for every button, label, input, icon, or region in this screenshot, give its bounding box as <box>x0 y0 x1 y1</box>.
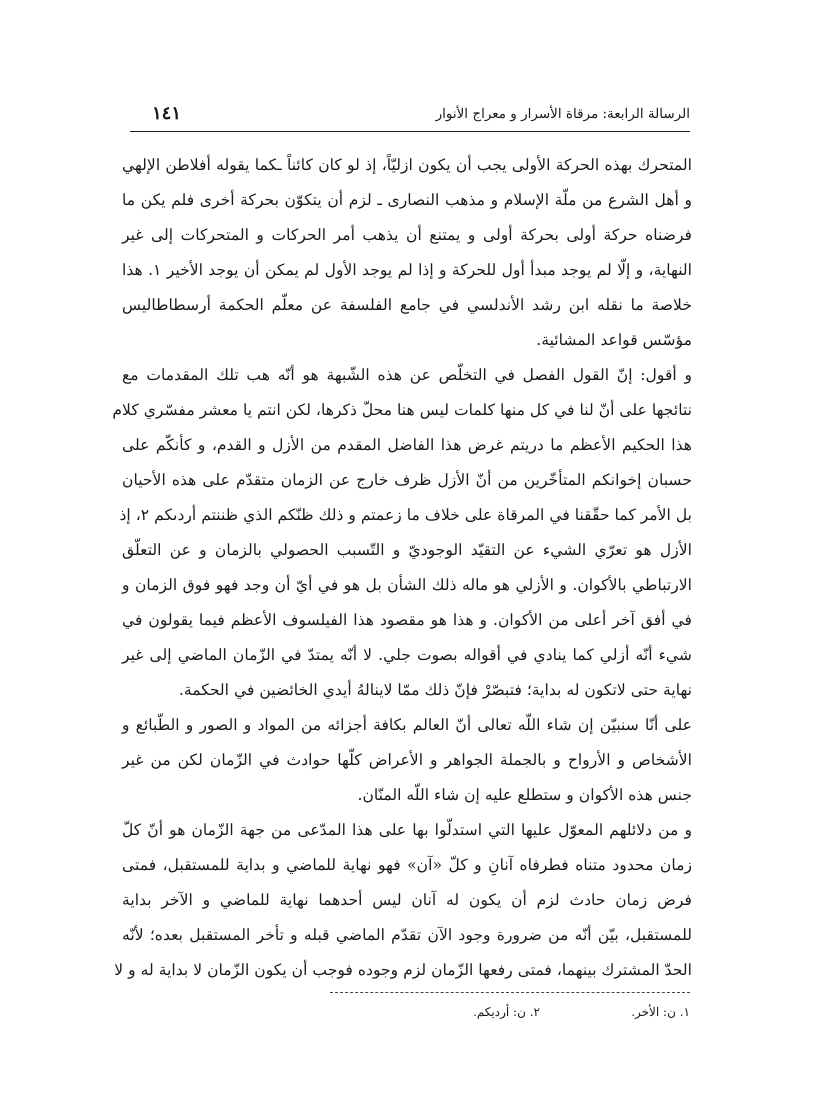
text-line: مؤسّس قواعد المشائية. <box>536 331 692 349</box>
footnote-2: ٢. ن: أرديكم. <box>473 1005 540 1019</box>
text-line: الأزل هو تعرّي الشيء عن التقيّد الوجوديّ و التّسبب الحصولي بالزمان و عن التعلّق <box>122 541 692 559</box>
text-line: في أفق آخر أعلى من الأكوان. و هذا هو مقصود هذا الفيلسوف الأعظم فيما يقولون في <box>122 611 692 629</box>
text-line: و أقول: إنّ القول الفصل في التخلّص عن هذه الشّبهة هو أنّه هب تلك المقدمات مع <box>122 366 692 384</box>
header-divider <box>130 131 690 132</box>
text-line: و أهل الشرع من ملّة الإسلام و مذهب النصارى ـ لزم أن يتكوّن بحركة أخرى فلم يكن ما <box>122 191 692 209</box>
text-line: هذا الحكيم الأعظم ما دريتم غرض هذا الفاضل المقدم من الأزل و القدم، و كأنكّم على <box>122 436 692 454</box>
text-line: المتحرك بهذه الحركة الأولى يجب أن يكون ازليّاً، إذ لو كان كائناً ـكما يقوله أفلاطن الإلهي <box>122 156 692 174</box>
text-line: جنس هذه الأكوان و ستطلع عليه إن شاء اللّه المنّان. <box>357 786 692 804</box>
running-header <box>130 104 690 128</box>
text-line: الأشخاص و الأرواح و بالجملة الجواهر و الأعراض كلّها حوادث في الزّمان لكن من غير <box>122 751 692 769</box>
text-line: خلاصة ما نقله ابن رشد الأندلسي في جامع الفلسفة عن معلّم الحكمة أرسطاطاليس <box>122 296 692 314</box>
text-line: الارتباطي بالأكوان. و الأزلي هو ماله ذلك الشأن بل هو في أيّ أن وجد فهو فوق الزمان و <box>122 576 692 594</box>
text-line: بل الأمر كما حقّقنا في المرقاة على خلاف ما زعمتم و ذلك ظنّكم الذي ظننتم أردىكم ٢، إذ <box>119 506 692 524</box>
text-line: نهاية حتى لاتكون له بداية؛ فتبصّرْ فإنّ ذلك ممّا لاينالهُ أيدي الخائضين في الحكمة. <box>178 681 692 699</box>
text-line: على أنّا سنبيّن إن شاء اللّه تعالى أنّ العالم بكافة أجزائه من المواد و الصور و الطّبائع و <box>122 716 692 734</box>
page-number: ١٤١ <box>152 103 182 124</box>
header-title: الرسالة الرابعة: مرقاة الأسرار و معراج الأنوار <box>435 106 690 122</box>
text-line: للمستقبل، بيّن أنّه من ضرورة وجود الآن تقدّم الماضي قبله و تأخر المستقبل بعده؛ لأنّه <box>122 926 692 944</box>
footnotes <box>330 1005 690 1029</box>
text-line: فرض زمان حادث لزم أن يكون له آنان ليس أحدهما نهاية للماضي و الآخر بداية <box>122 891 692 909</box>
body-text <box>112 148 692 988</box>
text-line: شيء أنّه أزلي كما ينادي في أقواله بصوت جلي. لا أنّه يمتدّ في الزّمان الماضي إلى غير <box>122 646 692 664</box>
text-line: زمان محدود متناه فطرفاه آنانِ و كلّ «آن» فهو نهاية للماضي و بداية للمستقبل، فمتى <box>122 856 692 874</box>
text-line: و من دلائلهم المعوّل عليها التي استدلّوا بها على هذا المدّعى من جهة الزّمان هو أنّ كلّ <box>122 821 692 839</box>
text-line: الحدّ المشترك بينهما، فمتى رفعها الزّمان لزم وجوده فوجب أن يكون الزّمان لا بداية له و لا <box>114 961 692 979</box>
text-line: النهاية، و إلّا لم يوجد مبدأ أول للحركة و إذا لم يوجد الأول لم يمكن أن يوجد الأخير ١. هذا <box>122 261 692 279</box>
text-line: نتائجها على أنّ لنا في كل منها كلمات ليس هنا محلّ ذكرها، لكن انتم يا معشر مفسّري كلام <box>112 401 692 419</box>
footnote-divider <box>330 992 690 993</box>
text-line: حسبان إخوانكم المتأخّرين من أنّ الأزل ظرف خارج عن الزمان متقدّم على هذه الأحيان <box>122 471 692 489</box>
footnote-1: ١. ن: الأخر. <box>631 1005 690 1019</box>
text-line: فرضناه حركة أولى بحركة أولى و يمتنع أن يذهب أمر الحركات و المتحركات إلى غير <box>122 226 692 244</box>
